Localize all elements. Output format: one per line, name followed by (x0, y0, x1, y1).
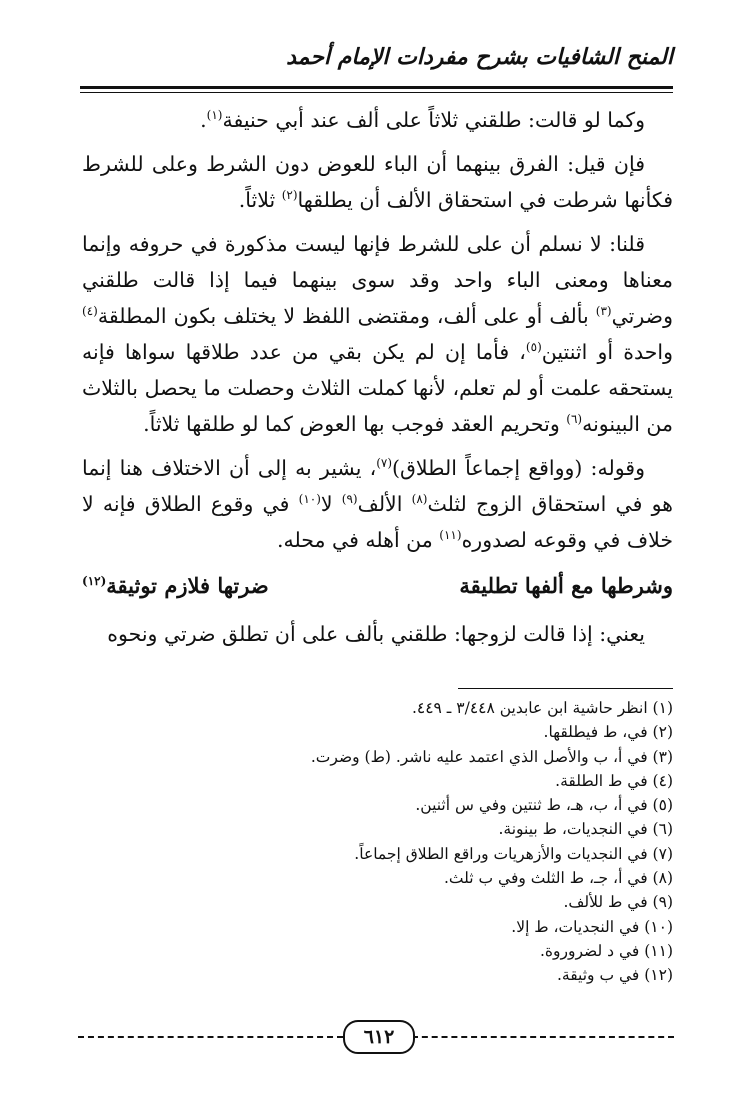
paragraph-text: ثلاثاً. (238, 188, 282, 212)
header-rule-thin (80, 92, 673, 93)
footnote: (٢) في، ط فيطلقها. (543, 723, 673, 742)
paragraph-3 (82, 226, 673, 442)
footnote: (٣) في أ، ب والأصل الذي اعتمد عليه ناشر. (ط) وضرت. (310, 747, 673, 766)
footnote-ref: (٤) (82, 304, 98, 319)
footnote: (١) انظر حاشية ابن عابدين ٣/٤٤٨ ـ ٤٤٩. (411, 699, 673, 717)
header-rule-thick (80, 86, 673, 89)
paragraph-text: لا (320, 492, 342, 516)
footnote: (١٢) في ب وثيقة. (556, 966, 673, 985)
footnote: (٤) في ط الطلقة. (555, 771, 673, 790)
paragraph-text: في وقوع الطلاق فإنه لا خلاف في وقوعه لصدوره (82, 492, 673, 552)
footnote-ref: (١) (206, 108, 223, 123)
footnote: (٥) في أ، ب، هـ، ط ثنتين وفي س أثنين. (415, 796, 673, 815)
footnote-ref: (٩) (341, 492, 358, 507)
page-number: ٦١٢ (343, 1020, 415, 1054)
footnote-ref: (١٢) (82, 574, 107, 588)
paragraph-text: من أهله في محله. (276, 528, 440, 552)
footer-dashed-line-right (412, 1036, 674, 1038)
paragraph-text: . (200, 108, 207, 132)
paragraph-text: ، يشير به إلى أن الاختلاف هنا إنما هو في استحقاق الزوج لثلث (82, 456, 673, 516)
footnote: (٩) في ط للألف. (563, 893, 673, 912)
footnote-ref: (٣) (595, 304, 612, 319)
paragraph-text: وتحريم العقد فوجب بها العوض كما لو طلقها ثلاثاً. (143, 412, 567, 436)
paragraph-5: يعني: إذا قالت لزوجها: طلقني بألف على أن تطلق ضرتي ونحوه (107, 622, 645, 646)
footnote: (٧) في النجديات والأزهريات وراقع الطلاق إجماعاً. (354, 844, 673, 863)
footnote-ref: (١٠) (298, 492, 321, 507)
footnote-ref: (٢) (281, 188, 298, 203)
footnote-ref: (١١) (439, 528, 462, 543)
paragraph-text: وكما لو قالت: طلقني ثلاثاً على ألف عند أبي حنيفة (222, 108, 645, 132)
footnote: (١٠) في النجديات، ط إلا. (511, 917, 673, 936)
footnote-separator (458, 688, 673, 689)
verse-first-hemistich: وشرطها مع ألفها تطليقة (459, 573, 673, 598)
paragraph-text: فإن قيل: الفرق بينهما أن الباء للعوض دون الشرط وعلى للشرط فكأنها شرطت في استحقاق الألف أن يطلقها (82, 152, 673, 212)
footnote: (٦) في النجديات، ط بينونة. (498, 820, 673, 839)
paragraph-text: وقوله: (وواقع إجماعاً الطلاق) (392, 456, 645, 480)
paragraph-1 (82, 102, 673, 138)
paragraph-text: واحدة أو اثنتين (541, 340, 673, 364)
footnote: (٨) في أ، جـ، ط الثلث وفي ب ثلث. (443, 869, 673, 888)
paragraph-text: بألف أو على ألف، ومقتضى اللفظ لا يختلف بكون المطلقة (97, 304, 596, 328)
footnotes-list (200, 696, 673, 988)
footnote-ref: (٧) (376, 456, 393, 471)
paragraph-text: ، فأما إن لم يكن بقي من عدد طلاقها سواها فإنه يستحقه علمت أو لم تعلم، لأنها كملت الثلاث وحصلت ما يحصل بالثلاث من البينونه (82, 340, 673, 436)
footer-dashed-line-left (78, 1036, 343, 1038)
footnote-ref: (٨) (411, 492, 428, 507)
paragraph-4 (82, 450, 673, 558)
poem-verse (82, 566, 673, 606)
paragraph-text: قلنا: لا نسلم أن على للشرط فإنها ليست مذكورة في حروفه وإنما معناها ومعنى الباء واحد وقد سوى بينهما فيما إذا قالت طلقني وضرتي (82, 232, 673, 328)
footnote-ref: (٦) (566, 412, 583, 427)
verse-text: ضرتها فلازم توثيقة (106, 573, 269, 598)
paragraph-text: الألف (357, 492, 412, 516)
footnote: (١١) في د لضروروة. (540, 941, 673, 960)
running-header: المنح الشافيات بشرح مفردات الإمام أحمد (286, 44, 673, 70)
verse-second-hemistich (82, 566, 269, 606)
paragraph-2 (82, 146, 673, 218)
footnote-ref: (٥) (525, 340, 542, 355)
main-text (82, 102, 673, 654)
